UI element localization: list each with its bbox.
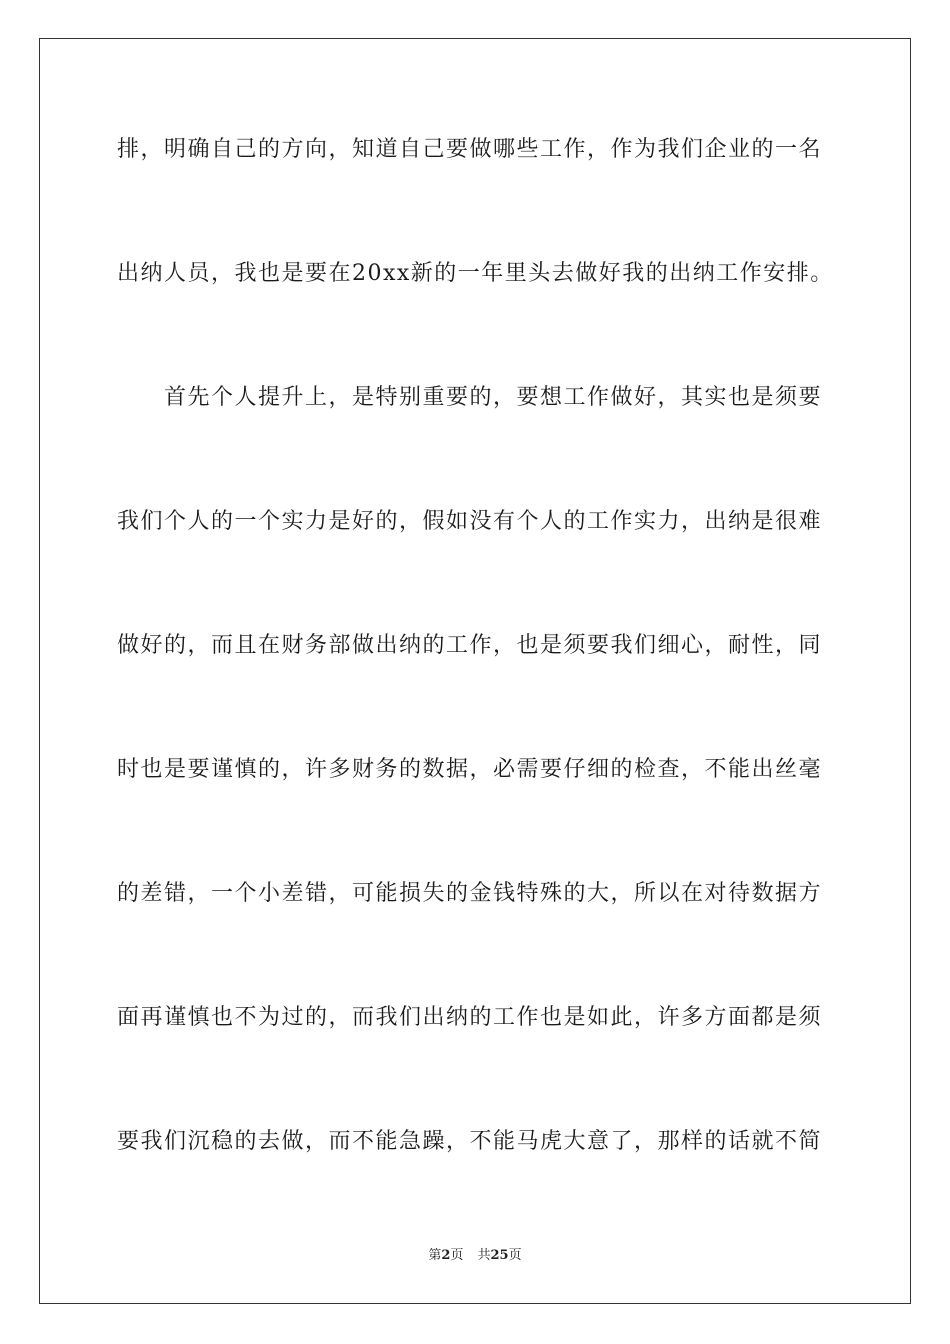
footer-total-prefix: 共 xyxy=(477,1248,491,1263)
text-line: 排，明确自己的方向，知道自己要做哪些工作，作为我们企业的一名 xyxy=(117,137,823,162)
footer-total-suffix: 页 xyxy=(508,1248,522,1263)
current-page-number: 2 xyxy=(441,1248,451,1263)
text-line: 我们个人的一个实力是好的，假如没有个人的工作实力，出纳是很难 xyxy=(117,509,823,534)
paragraph-start-line: 首先个人提升上，是特别重要的，要想工作做好，其实也是须要 xyxy=(164,385,823,410)
text-line: 出纳人员，我也是要在20xx新的一年里头去做好我的出纳工作安排。 xyxy=(117,261,834,286)
footer-prefix: 第 xyxy=(428,1248,442,1263)
total-page-count: 25 xyxy=(490,1248,509,1263)
text-line: 时也是要谨慎的，许多财务的数据，必需要仔细的检查，不能出丝毫 xyxy=(117,757,823,782)
text-line: 面再谨慎也不为过的，而我们出纳的工作也是如此，许多方面都是须 xyxy=(117,1005,823,1030)
page-footer xyxy=(0,1247,950,1265)
text-line: 要我们沉稳的去做，而不能急躁，不能马虎大意了，那样的话就不简 xyxy=(117,1129,823,1154)
text-line: 做好的，而且在财务部做出纳的工作，也是须要我们细心，耐性，同 xyxy=(117,633,823,658)
page-border xyxy=(39,38,911,1304)
footer-page-suffix: 页 xyxy=(450,1248,464,1263)
text-line: 的差错，一个小差错，可能损失的金钱特殊的大，所以在对待数据方 xyxy=(117,881,823,906)
